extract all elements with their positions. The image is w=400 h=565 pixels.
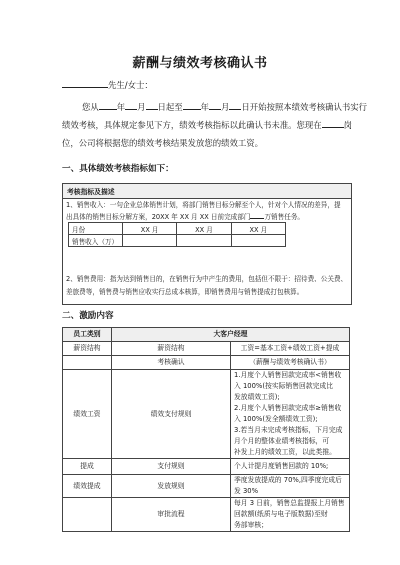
table-cell: 薪资结构 [63,342,112,356]
end-year-blank[interactable] [183,99,201,110]
indicator-box-title: 考核指标及描述 [67,188,115,196]
rule-line: 3.若当月未完成考核指标，下月完成月个月的整体业绩考核指标，可 [234,426,343,445]
table-row [63,356,350,370]
review-line: 务部审核； [234,521,268,529]
rule-line: 1.月度个人销售回款完成率<销售收入 100%(按实际销售回款完成比 [234,371,342,390]
table-header-cell: 大客户经理 [112,328,350,342]
table-cell: （薪酬与绩效考核确认书） [231,356,350,370]
table-cell: 绩效支付规则 [112,370,231,459]
table-row [63,328,350,342]
rule-line: 2.月度个人销售回款完成率≥销售收入 100%(发全额绩效工资); [234,404,342,423]
table-row [63,498,350,532]
dept-target-blank[interactable] [250,210,264,219]
table-cell: 支付规则 [112,459,231,475]
end-day-blank[interactable] [229,99,241,110]
item1-line1: 1、销售收入：一句企业总体销售计划，将部门销售目标分解至个人，针对个人情况的差异，提 [66,201,341,209]
review-line: 每月 3 日前，销售总监提报上月销售回款额(纸质与电子版数据)至财 [234,499,345,518]
table-cell: 绩效提成 [63,475,112,498]
item1-line2: 出具体的销售目标分解方案，20XX 年 XX 月 XX 日前完成部门 万销售任务。 [66,210,304,223]
table-row [69,223,286,235]
salutation: 先生/女士： [108,80,153,90]
intro-line-3: 位，公司将根据您的绩效考核结果发放您的绩效工资。 [62,138,263,148]
position-blank[interactable] [322,117,344,128]
table-cell: 绩效工资 [63,370,112,459]
table-row [63,475,350,498]
table-header-cell: XX 月 [231,223,285,235]
table-header-cell: 月份 [69,223,123,235]
table-cell: 提成 [63,459,112,475]
salutation-line [62,76,352,94]
intro-line-1: 您从 年 月 日起至 年 月 日开始按照本绩效考核确认书实行 [82,98,372,116]
name-blank[interactable] [62,77,108,88]
review-process-cell [231,498,350,532]
table-cell[interactable] [177,235,231,247]
table-cell [63,498,112,532]
table-header-cell: XX 月 [123,223,177,235]
table-header-cell: XX 月 [177,223,231,235]
rule-line: 补发上月的绩效工资，以此类推。 [234,448,336,456]
indicator-box-header [63,184,351,199]
document-title: 薪酬与绩效考核确认书 [132,56,268,71]
incentive-table [62,327,350,532]
start-month-blank[interactable] [125,99,137,110]
table-cell [63,356,112,370]
table-cell: 审批流程 [112,498,231,532]
item2-line2: 差旅费等，销售费与销售应收实行总成本核算，即销售费用与销售提成打包核算。 [66,288,304,296]
end-month-blank[interactable] [209,99,221,110]
table-row [63,342,350,356]
table-row [63,459,350,475]
table-row [69,235,286,247]
table-cell: 考核确认 [112,356,231,370]
start-year-blank[interactable] [99,99,117,110]
payment-rules-cell [231,370,350,459]
table-cell: 工资=基本工资+绩效工资+提成 [231,342,350,356]
table-cell[interactable] [123,235,177,247]
table-cell: 薪资结构 [112,342,231,356]
table-row [63,370,350,459]
section-2-heading: 二、激励内容 [62,311,114,321]
table-cell[interactable] [231,235,285,247]
start-day-blank[interactable] [146,99,158,110]
sales-target-table [68,222,286,247]
table-row-label: 销售收入（万） [69,235,123,247]
table-cell: 发放规则 [112,475,231,498]
table-cell: 个人计提月度销售回款的 10%; [231,459,350,475]
rule-line: 发放绩效工资); [234,393,280,401]
item2-line1: 2、销售费用：指为达到销售目的，在销售行为中产生的费用，包括但不限于：招待费、公关费、 [66,275,348,283]
table-cell: 季度发放提成的 70%,四季度完成后发 30% [231,475,350,498]
section-1-heading: 一、具体绩效考核指标如下： [62,164,174,174]
intro-line-2: 绩效考核，具体规定参见下方，绩效考核指标以此确认书未准。您现在 岗 [62,116,352,134]
table-header-cell: 员工类别 [63,328,112,342]
